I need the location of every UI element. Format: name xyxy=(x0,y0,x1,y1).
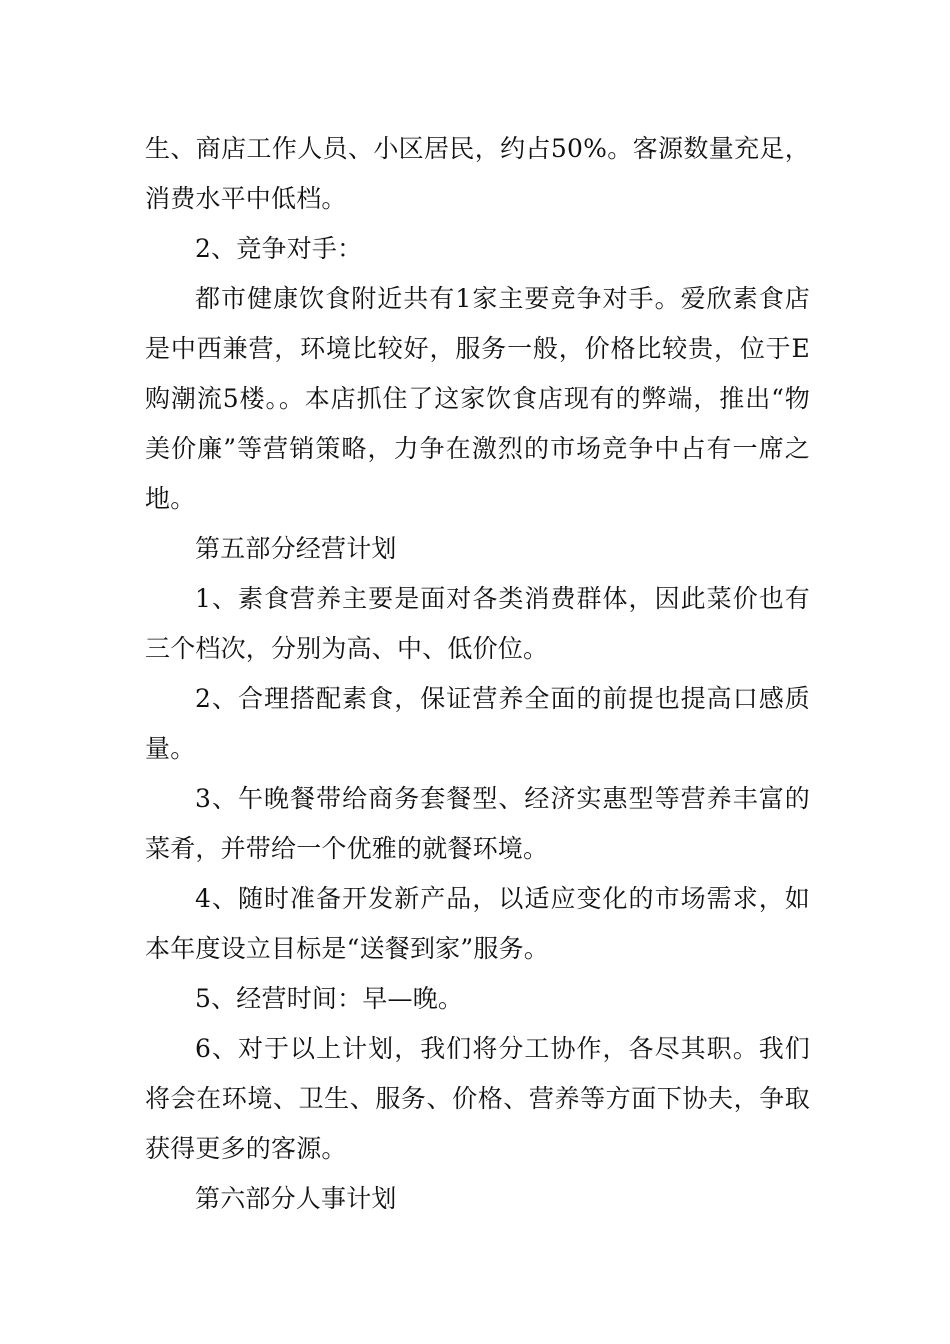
paragraph-plan-item-3: 3、午晚餐带给商务套餐型、经济实惠型等营养丰富的菜肴，并带给一个优雅的就餐环境。 xyxy=(145,784,810,863)
paragraph-plan-item-6: 6、对于以上计划，我们将分工协作，各尽其职。我们将会在环境、卫生、服务、价格、营养等方面下协夫，争取获得更多的客源。 xyxy=(145,1034,810,1163)
section-heading-personnel-plan: 第六部分人事计划 xyxy=(195,1184,397,1213)
paragraph-plan-item-1: 1、素食营养主要是面对各类消费群体，因此菜价也有三个档次，分别为高、中、低价位。 xyxy=(145,584,810,663)
paragraph-competitor-heading: 2、竞争对手： xyxy=(195,234,363,263)
section-heading-operation-plan: 第五部分经营计划 xyxy=(195,534,397,563)
paragraph-competitor-detail: 都市健康饮食附近共有1家主要竞争对手。爱欣素食店是中西兼营，环境比较好，服务一般，价格比较贵，位于E购潮流5楼。。本店抓住了这家饮食店现有的弊端，推出“物美价廉”等营销策略，力争在激烈的市场竞争中占有一席之地。 xyxy=(145,284,810,513)
paragraph-continuation: 生、商店工作人员、小区居民，约占50%。客源数量充足，消费水平中低档。 xyxy=(145,134,810,213)
document-body xyxy=(145,124,810,1224)
paragraph-plan-item-4: 4、随时准备开发新产品，以适应变化的市场需求，如本年度设立目标是“送餐到家”服务。 xyxy=(145,884,810,963)
paragraph-plan-item-2: 2、合理搭配素食，保证营养全面的前提也提高口感质量。 xyxy=(145,684,810,763)
paragraph-plan-item-5: 5、经营时间：早—晚。 xyxy=(195,984,464,1013)
